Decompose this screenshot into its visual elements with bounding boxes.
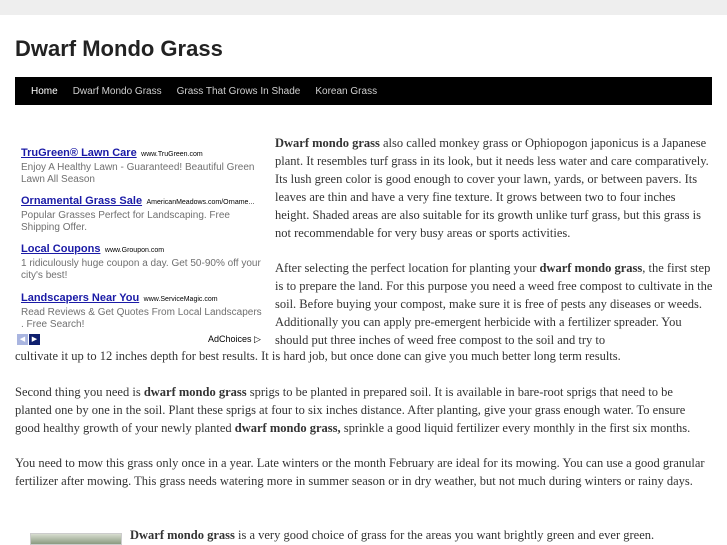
keyword: dwarf mondo grass bbox=[143, 385, 247, 399]
ad-item[interactable] bbox=[21, 191, 265, 234]
paragraph-text: also called monkey grass or Ophiopogon japonicus is a Japanese plant. It resembles turf grass in its look, but it needs less water and care comparatively. Its lush green color is good enough to cover your lawn, yards, or between pavers. Its leaves are thin and have a very fine texture. It grows between two to four inches height. Shaded areas are also suitable for its growth unlike turf grass, but this grass is not recommendable for very busy areas or sports activities. bbox=[275, 136, 709, 240]
article-paragraph bbox=[15, 384, 712, 438]
paragraph-text: Second thing you need is bbox=[15, 385, 144, 399]
ad-item[interactable] bbox=[21, 288, 265, 331]
ad-url[interactable]: www.ServiceMagic.com bbox=[143, 296, 218, 303]
article-paragraph bbox=[275, 260, 715, 350]
keyword: dwarf mondo grass bbox=[539, 261, 643, 275]
adchoices-link[interactable]: AdChoices ▷ bbox=[208, 334, 261, 344]
ad-description: Read Reviews & Get Quotes From Local Landscapers . Free Search! bbox=[21, 307, 262, 330]
ad-description: Popular Grasses Perfect for Landscaping. Free Shipping Offer. bbox=[21, 210, 230, 233]
top-bar bbox=[0, 0, 727, 15]
nav-item-grass-that-grows-in-shade[interactable]: Grass That Grows In Shade bbox=[176, 85, 301, 97]
nav-item-korean-grass[interactable]: Korean Grass bbox=[315, 85, 378, 97]
article-paragraph: You need to mow this grass only once in a year. Late winters or the month February are ideal for its mowing. You can use a good granular fertilizer after mowing. This grass needs watering more in summer season or in dry weather, but not much during winters or rainy days. bbox=[15, 456, 705, 488]
ad-url[interactable]: AmericanMeadows.com/Orname... bbox=[146, 199, 255, 206]
ad-pager bbox=[17, 334, 40, 345]
ad-title[interactable]: Ornamental Grass Sale bbox=[21, 195, 143, 207]
main-nav bbox=[15, 77, 712, 105]
keyword: Dwarf mondo grass bbox=[130, 528, 235, 542]
chevron-right-icon[interactable]: ▶ bbox=[29, 334, 40, 345]
ad-title[interactable]: Landscapers Near You bbox=[21, 292, 140, 304]
ad-item[interactable] bbox=[21, 143, 265, 186]
nav-item-home[interactable]: Home bbox=[31, 85, 58, 97]
ad-title[interactable]: TruGreen® Lawn Care bbox=[21, 147, 137, 159]
ad-item[interactable] bbox=[21, 239, 265, 282]
ad-title[interactable]: Local Coupons bbox=[21, 243, 101, 255]
nav-item-dwarf-mondo-grass[interactable]: Dwarf Mondo Grass bbox=[72, 85, 162, 97]
paragraph-text: sprigs to be planted in prepared soil. It is available in bare-root sprigs that need to be planted one by one in the soil. Plant these sprigs at four to six inches distance. After planting, give your grass enough water. To ensure good healthy growth of your newly planted bbox=[15, 385, 686, 435]
site-title[interactable]: Dwarf Mondo Grass bbox=[15, 36, 223, 61]
article-paragraph bbox=[130, 527, 712, 545]
ad-url[interactable]: www.TruGreen.com bbox=[141, 151, 203, 158]
chevron-left-icon[interactable]: ◀ bbox=[17, 334, 28, 345]
ad-block bbox=[15, 137, 265, 349]
ad-description: 1 ridiculously huge coupon a day. Get 50-90% off your city's best! bbox=[21, 258, 261, 281]
grass-thumbnail-image bbox=[30, 533, 122, 545]
ad-url[interactable]: www.Groupon.com bbox=[104, 247, 165, 254]
paragraph-text: , the first step is to prepare the land. For this purpose you need a weed free compost to cultivate in the soil. Before buying your compost, make sure it is free of pests any diseases or weeds. Additionally you can apply pre-emergent herbicide with a fertilizer spreader. You should put three inches of weed free compost to the soil and try to bbox=[275, 261, 713, 347]
article-paragraph bbox=[275, 135, 712, 242]
article-paragraph-continued: cultivate it up to 12 inches depth for best results. It is hard job, but once done can give you much better long term results. bbox=[15, 349, 621, 363]
keyword: dwarf mondo grass, bbox=[234, 420, 341, 435]
paragraph-text: sprinkle a good liquid fertilizer every monthly in the first six months. bbox=[340, 420, 691, 435]
paragraph-text: After selecting the perfect location for planting your bbox=[275, 261, 540, 275]
ad-description: Enjoy A Healthy Lawn - Guaranteed! Beautiful Green Lawn All Season bbox=[21, 162, 255, 185]
keyword: Dwarf mondo grass bbox=[275, 136, 380, 150]
paragraph-text: is a very good choice of grass for the areas you want brightly green and ever green. bbox=[234, 528, 655, 542]
